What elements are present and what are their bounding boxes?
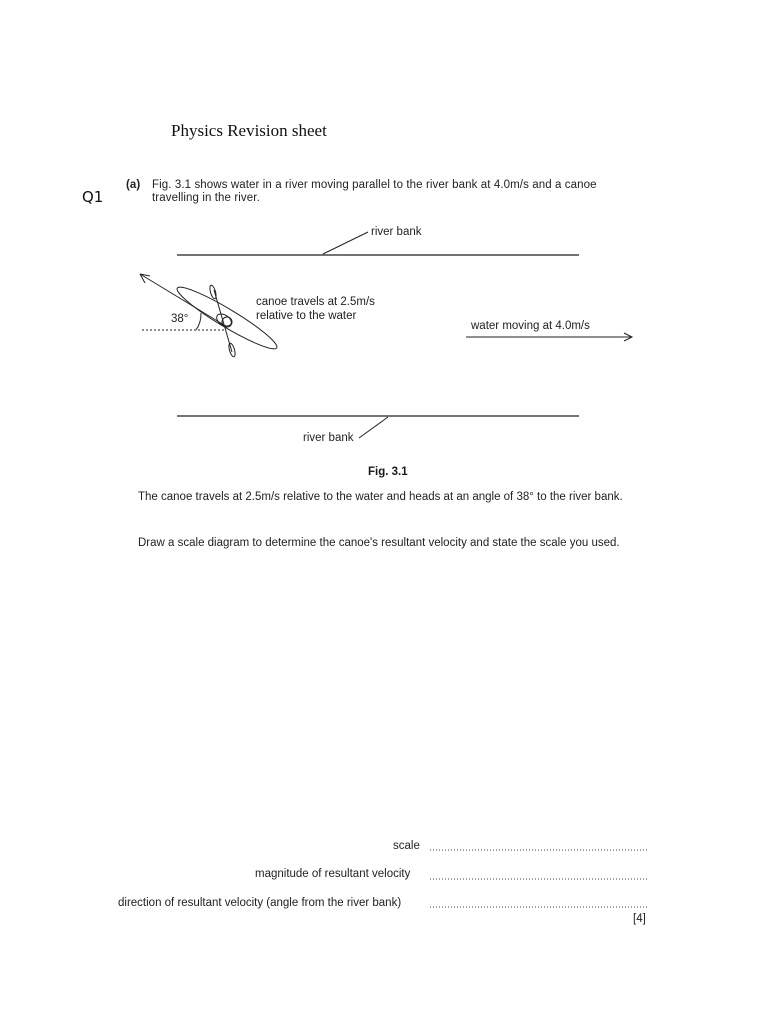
bottom-bank-label: river bank [303,432,354,444]
canoe-label-line2: relative to the water [256,310,357,322]
bottom-bank-pointer [359,417,388,438]
paragraph-canoe-heading: The canoe travels at 2.5m/s relative to the water and heads at an angle of 38° to the river bank. [138,491,623,503]
question-part: (a) [126,179,141,191]
top-bank-pointer [323,232,368,254]
question-number: Q1 [82,188,104,206]
magnitude-label: magnitude of resultant velocity [255,868,411,880]
water-label: water moving at 4.0m/s [471,320,590,332]
top-bank-label: river bank [371,226,422,238]
sheet-title: Physics Revision sheet [171,121,327,140]
angle-label: 38° [171,313,189,325]
question-intro-line2: travelling in the river. [152,192,260,204]
scale-label: scale [393,840,420,852]
paddle-blade-top [209,285,218,300]
question-intro-line1: Fig. 3.1 shows water in a river moving parallel to the river bank at 4.0m/s and a canoe [152,179,597,191]
figure-caption: Fig. 3.1 [368,466,408,478]
answer-dotted-lines [430,850,648,907]
angle-arc [196,313,201,330]
canoe-label-line1: canoe travels at 2.5m/s [256,296,375,308]
paddle-blade-bottom [228,343,237,358]
paragraph-instruction: Draw a scale diagram to determine the canoe's resultant velocity and state the scale you used. [138,537,620,549]
marks-allocation: [4] [633,913,646,925]
direction-label: direction of resultant velocity (angle from the river bank) [118,897,402,909]
